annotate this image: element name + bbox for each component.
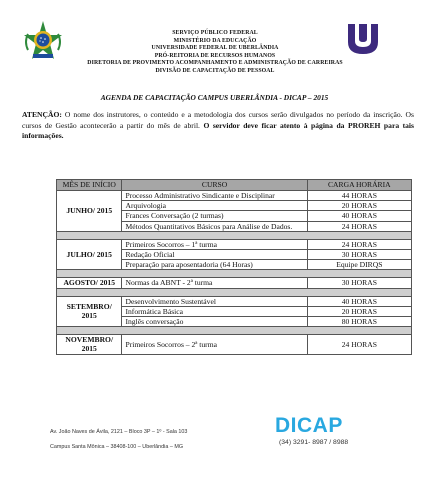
course-cell: Arquivologia bbox=[122, 201, 307, 211]
dicap-phone: (34) 3291- 8987 / 8988 bbox=[279, 439, 349, 446]
schedule-table bbox=[56, 179, 412, 355]
agenda-title: AGENDA DE CAPACITAÇÃO CAMPUS UBERLÂNDIA - DICAP – 2015 bbox=[100, 93, 329, 102]
header-line: PRÓ-REITORIA DE RECURSOS HUMANOS bbox=[154, 52, 276, 59]
document-header bbox=[0, 0, 429, 86]
course-cell: Primeiros Socorros – 2ª turma bbox=[122, 335, 307, 354]
hours-cell: 80 HORAS bbox=[307, 317, 411, 327]
hours-cell: 24 HORAS bbox=[307, 335, 411, 354]
notice-paragraph bbox=[22, 110, 414, 142]
header-line: DIRETORIA DE PROVIMENTO ACOMPANHAMENTO E ADMINISTRAÇÃO DE CARREIRAS bbox=[87, 60, 343, 67]
course-cell: Informática Básica bbox=[122, 306, 307, 316]
separator-row bbox=[57, 270, 412, 278]
address-line: Av. João Naves de Ávila, 2121 – Bloco 3P – 1º - Sala 103 bbox=[50, 429, 188, 435]
header-line: MINISTÉRIO DA EDUCAÇÃO bbox=[173, 37, 257, 44]
address-line: Campus Santa Mônica – 38408-100 – Uberlândia – MG bbox=[50, 444, 184, 450]
header-line: DIVISÃO DE CAPACITAÇÃO DE PESSOAL bbox=[155, 67, 275, 74]
course-cell: Preparação para aposentadoria (64 Horas) bbox=[122, 260, 307, 270]
table-row bbox=[57, 296, 412, 306]
course-cell: Normas da ABNT - 2ª turma bbox=[122, 278, 307, 288]
header-line: SERVIÇO PÚBLICO FEDERAL bbox=[172, 30, 258, 36]
hours-cell: 30 HORAS bbox=[307, 250, 411, 260]
dicap-logo: DICAP bbox=[275, 414, 343, 437]
table-row bbox=[57, 239, 412, 249]
hours-cell: 24 HORAS bbox=[307, 239, 411, 249]
header-hours: CARGA HORÁRIA bbox=[307, 180, 411, 191]
course-cell: Métodos Quantitativos Básicos para Análise de Dados. bbox=[122, 221, 307, 231]
notice-text: O nome dos instrutores, o conteúdo e a metodologia dos cursos serão divulgados no período da inscrição. Os cursos de Gestão acontecerão a partir do mês de abril. bbox=[22, 110, 414, 130]
separator-row bbox=[57, 231, 412, 239]
hours-cell: 24 HORAS bbox=[307, 221, 411, 231]
header-lines bbox=[60, 30, 370, 76]
month-cell: AGOSTO/ 2015 bbox=[57, 278, 122, 288]
hours-cell: 20 HORAS bbox=[307, 201, 411, 211]
header-course: CURSO bbox=[122, 180, 307, 191]
hours-cell: 40 HORAS bbox=[307, 296, 411, 306]
table-row bbox=[57, 191, 412, 201]
month-cell: SETEMBRO/ 2015 bbox=[57, 296, 122, 327]
course-cell: Inglês conversação bbox=[122, 317, 307, 327]
course-cell: Processo Administrativo Sindicante e Disciplinar bbox=[122, 191, 307, 201]
notice-emphasis: O servidor deve ficar atento à página da PROREH para tais informações. bbox=[22, 120, 414, 141]
notice-label: ATENÇÃO: bbox=[22, 110, 62, 119]
header-line: UNIVERSIDADE FEDERAL DE UBERLÂNDIA bbox=[151, 45, 279, 52]
separator-row bbox=[57, 327, 412, 335]
footer-address bbox=[50, 425, 187, 455]
table-row bbox=[57, 278, 412, 288]
hours-cell: 44 HORAS bbox=[307, 191, 411, 201]
table-header-row bbox=[57, 180, 412, 191]
course-cell: Desenvolvimento Sustentável bbox=[122, 296, 307, 306]
ufu-logo-icon bbox=[344, 20, 382, 58]
course-cell: Frances Conversação (2 turmas) bbox=[122, 211, 307, 221]
hours-cell: 40 HORAS bbox=[307, 211, 411, 221]
course-cell: Redação Oficial bbox=[122, 250, 307, 260]
month-cell: JUNHO/ 2015 bbox=[57, 191, 122, 232]
hours-cell: Equipe DIRQS bbox=[307, 260, 411, 270]
header-month: MÊS DE INÍCIO bbox=[57, 180, 122, 191]
separator-row bbox=[57, 288, 412, 296]
month-cell: NOVEMBRO/ 2015 bbox=[57, 335, 122, 354]
brazil-coat-of-arms-icon bbox=[22, 20, 64, 62]
month-cell: JULHO/ 2015 bbox=[57, 239, 122, 270]
hours-cell: 30 HORAS bbox=[307, 278, 411, 288]
course-cell: Primeiros Socorros – 1ª turma bbox=[122, 239, 307, 249]
hours-cell: 20 HORAS bbox=[307, 306, 411, 316]
table-row bbox=[57, 335, 412, 354]
